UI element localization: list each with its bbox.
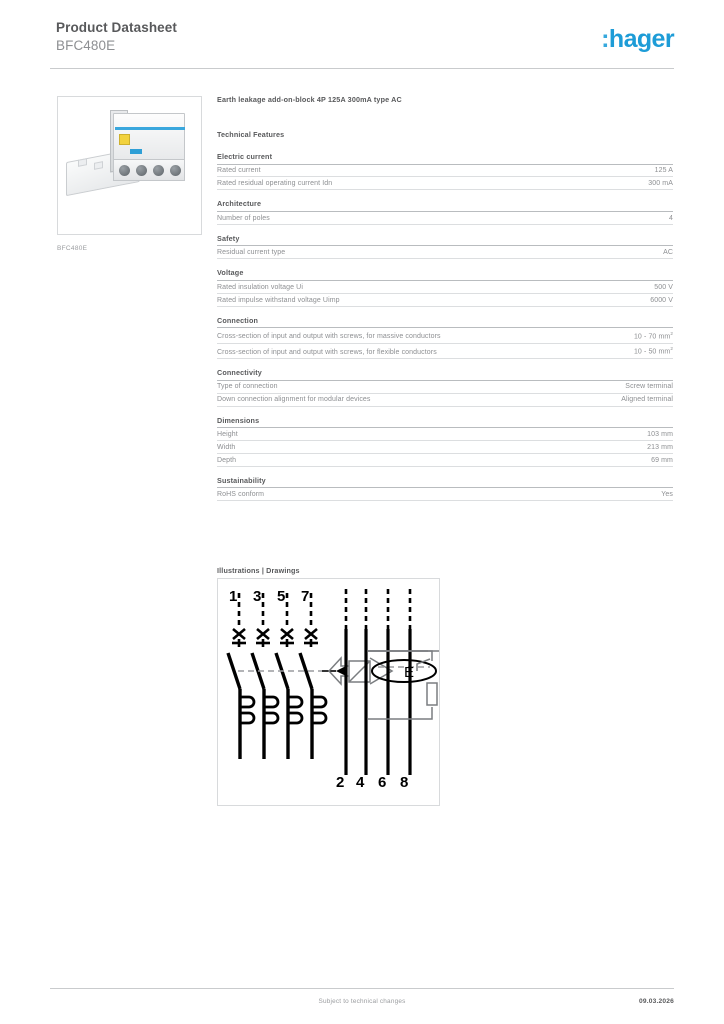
spec-group-title: Sustainability <box>217 476 673 489</box>
spec-row <box>217 165 673 178</box>
spec-value: 69 mm <box>651 456 673 464</box>
spec-group <box>217 152 673 190</box>
illustrations-heading: Illustrations | Drawings <box>217 566 300 575</box>
product-image-caption: BFC480E <box>57 245 88 252</box>
terminal-label-3: 3 <box>253 588 262 605</box>
spec-row <box>217 212 673 225</box>
spec-value: 213 mm <box>647 443 673 451</box>
spec-value: Yes <box>661 491 673 499</box>
spec-label: Rated residual operating current Idn <box>217 180 333 188</box>
spec-value: AC <box>663 249 673 257</box>
spec-label: Height <box>217 430 238 438</box>
spec-row <box>217 344 673 359</box>
spec-group <box>217 476 673 501</box>
contact-symbol <box>232 629 246 647</box>
spec-row <box>217 381 673 394</box>
terminal-label-2: 2 <box>336 774 345 791</box>
spec-group <box>217 268 673 306</box>
contact-symbol <box>256 629 270 647</box>
logo-wordmark: hager <box>608 25 674 53</box>
logo-colon-icon: : <box>601 25 609 53</box>
spec-value: 103 mm <box>647 430 673 438</box>
spec-value <box>634 331 673 340</box>
spec-value-superscript: 2 <box>670 346 673 352</box>
technical-features-heading: Technical Features <box>217 130 285 139</box>
contact-symbol <box>280 629 294 647</box>
device-terminal <box>136 165 147 176</box>
spec-group-title: Architecture <box>217 199 673 212</box>
title-block <box>56 20 177 54</box>
device-terminal <box>119 165 130 176</box>
spec-label: Rated current <box>217 167 261 175</box>
spec-label: Width <box>217 443 236 451</box>
spec-value <box>634 346 673 355</box>
device-terminal <box>153 165 164 176</box>
spec-label: Cross-section of input and output with screws, for flexible conductors <box>217 348 437 356</box>
device-test-button <box>119 134 130 145</box>
terminal-label-6: 6 <box>378 774 387 791</box>
wiring-diagram <box>218 579 439 805</box>
spec-row <box>217 281 673 294</box>
spec-label: Rated insulation voltage Ui <box>217 283 303 291</box>
contact-symbol <box>304 629 318 647</box>
spec-row <box>217 246 673 259</box>
terminal-label-4: 4 <box>356 774 365 791</box>
spec-group-title: Electric current <box>217 152 673 165</box>
spec-group-title: Safety <box>217 234 673 247</box>
technical-features-table <box>217 152 673 510</box>
spec-row <box>217 328 673 343</box>
spec-group <box>217 234 673 259</box>
spec-group-title: Voltage <box>217 268 673 281</box>
device-blue-stripe <box>115 127 185 130</box>
device-terminal <box>170 165 181 176</box>
page-header <box>0 0 724 68</box>
header-divider <box>50 68 674 69</box>
spec-label: Type of connection <box>217 383 278 391</box>
spec-value: Screw terminal <box>625 383 673 391</box>
product-image <box>57 96 202 235</box>
footer-notice: Subject to technical changes <box>318 998 406 1005</box>
spec-value: 300 mA <box>648 180 673 188</box>
spec-label: Rated impulse withstand voltage Uimp <box>217 296 340 304</box>
spec-label: Cross-section of input and output with screws, for massive conductors <box>217 333 441 341</box>
terminal-label-5: 5 <box>277 588 286 605</box>
page-title: Product Datasheet <box>56 20 177 35</box>
spec-group <box>217 316 673 359</box>
spec-row <box>217 488 673 501</box>
spec-value: 6000 V <box>650 296 673 304</box>
product-photo-illustration <box>58 97 202 235</box>
spec-group-title: Dimensions <box>217 416 673 429</box>
spec-row <box>217 394 673 407</box>
terminal-label-7: 7 <box>301 588 310 605</box>
spec-value: Aligned terminal <box>621 396 673 404</box>
spec-label: RoHS conform <box>217 491 265 499</box>
spec-row <box>217 294 673 307</box>
spec-group-title: Connection <box>217 316 673 329</box>
spec-group <box>217 416 673 467</box>
footer-divider <box>50 988 674 989</box>
spec-group <box>217 199 673 224</box>
spec-value: 125 A <box>654 167 673 175</box>
spec-label: Depth <box>217 456 237 464</box>
product-description: Earth leakage add-on-block 4P 125A 300mA type AC <box>217 95 402 104</box>
spec-value-text: 10 - 70 mm <box>633 333 671 341</box>
terminal-label-1: 1 <box>229 588 238 605</box>
terminal-label-8: 8 <box>400 774 409 791</box>
spec-row <box>217 441 673 454</box>
spec-value-superscript: 2 <box>670 331 673 336</box>
spec-group-title: Connectivity <box>217 368 673 381</box>
spec-value: 500 V <box>654 283 673 291</box>
spec-row <box>217 428 673 441</box>
product-reference-subtitle: BFC480E <box>56 38 116 53</box>
footer-date: 09.03.2026 <box>638 998 674 1005</box>
spec-label: Residual current type <box>217 249 286 257</box>
illustrations-box <box>217 578 440 806</box>
hager-logo <box>601 26 674 52</box>
test-label: E <box>404 664 415 681</box>
test-circuit <box>368 651 437 719</box>
device-blue-tab <box>130 149 142 154</box>
spec-label: Down connection alignment for modular devices <box>217 396 371 404</box>
spec-label: Number of poles <box>217 214 270 222</box>
spec-group <box>217 368 673 406</box>
spec-value-text: 10 - 50 mm <box>633 348 671 356</box>
spec-value: 4 <box>669 214 673 222</box>
spec-row <box>217 454 673 467</box>
spec-row <box>217 177 673 190</box>
